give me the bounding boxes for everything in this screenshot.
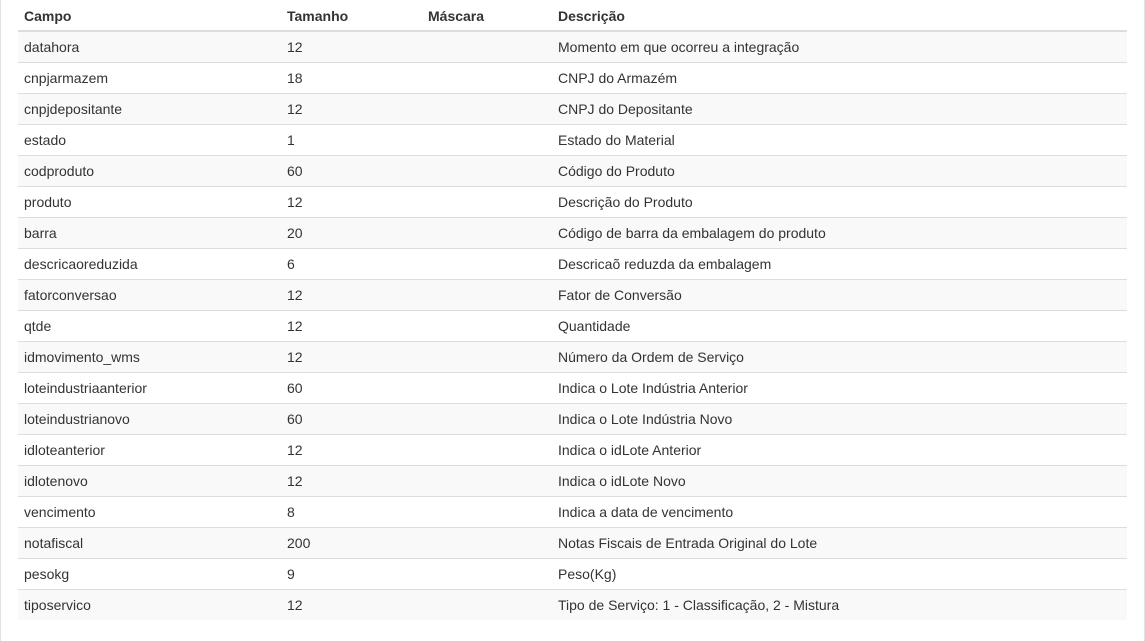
table-row [18,155,1127,186]
cell-tamanho: 12 [281,186,422,217]
cell-campo: produto [18,186,281,217]
cell-tamanho: 60 [281,372,422,403]
field-spec-table [18,1,1127,620]
table-row [18,93,1127,124]
cell-tamanho: 12 [281,93,422,124]
cell-descricao: CNPJ do Armazém [552,62,1127,93]
table-row [18,496,1127,527]
cell-mascara [422,403,552,434]
cell-campo: descricaoreduzida [18,248,281,279]
cell-campo: barra [18,217,281,248]
cell-tamanho: 20 [281,217,422,248]
cell-mascara [422,372,552,403]
table-row [18,558,1127,589]
table-row [18,465,1127,496]
cell-tamanho: 6 [281,248,422,279]
cell-descricao: Indica o idLote Anterior [552,434,1127,465]
cell-tamanho: 12 [281,341,422,372]
cell-campo: loteindustrianovo [18,403,281,434]
cell-campo: loteindustriaanterior [18,372,281,403]
cell-descricao: Indica o idLote Novo [552,465,1127,496]
cell-tamanho: 8 [281,496,422,527]
cell-mascara [422,434,552,465]
table-row [18,62,1127,93]
cell-descricao: Descrição do Produto [552,186,1127,217]
table-row [18,31,1127,62]
cell-descricao: Quantidade [552,310,1127,341]
cell-descricao: Indica o Lote Indústria Anterior [552,372,1127,403]
cell-descricao: Indica o Lote Indústria Novo [552,403,1127,434]
cell-campo: datahora [18,31,281,62]
table-row [18,186,1127,217]
cell-descricao: Código do Produto [552,155,1127,186]
cell-descricao: Indica a data de vencimento [552,496,1127,527]
cell-campo: estado [18,124,281,155]
header-campo: Campo [18,1,281,31]
cell-campo: idmovimento_wms [18,341,281,372]
cell-descricao: Momento em que ocorreu a integração [552,31,1127,62]
cell-campo: idloteanterior [18,434,281,465]
header-mascara: Máscara [422,1,552,31]
table-row [18,341,1127,372]
cell-mascara [422,279,552,310]
cell-tamanho: 12 [281,310,422,341]
cell-campo: idlotenovo [18,465,281,496]
cell-mascara [422,527,552,558]
table-row [18,589,1127,620]
cell-mascara [422,93,552,124]
table-row [18,248,1127,279]
cell-campo: vencimento [18,496,281,527]
header-descricao: Descrição [552,1,1127,31]
cell-campo: cnpjarmazem [18,62,281,93]
cell-tamanho: 12 [281,279,422,310]
cell-tamanho: 1 [281,124,422,155]
cell-tamanho: 200 [281,527,422,558]
cell-mascara [422,558,552,589]
cell-campo: pesokg [18,558,281,589]
cell-mascara [422,31,552,62]
cell-tamanho: 60 [281,155,422,186]
table-row [18,310,1127,341]
cell-campo: notafiscal [18,527,281,558]
table-header [18,1,1127,31]
table-row [18,403,1127,434]
cell-descricao: Número da Ordem de Serviço [552,341,1127,372]
cell-descricao: Notas Fiscais de Entrada Original do Lote [552,527,1127,558]
cell-mascara [422,217,552,248]
cell-descricao: Estado do Material [552,124,1127,155]
table-row [18,372,1127,403]
cell-tamanho: 9 [281,558,422,589]
cell-mascara [422,186,552,217]
cell-mascara [422,124,552,155]
cell-mascara [422,155,552,186]
cell-mascara [422,465,552,496]
cell-descricao: Fator de Conversão [552,279,1127,310]
cell-tamanho: 18 [281,62,422,93]
cell-descricao: Descricaõ reduzda da embalagem [552,248,1127,279]
cell-mascara [422,496,552,527]
header-row [18,1,1127,31]
cell-mascara [422,341,552,372]
cell-mascara [422,62,552,93]
cell-descricao: Código de barra da embalagem do produto [552,217,1127,248]
cell-tamanho: 12 [281,465,422,496]
table-row [18,434,1127,465]
cell-descricao: Peso(Kg) [552,558,1127,589]
cell-mascara [422,248,552,279]
cell-mascara [422,589,552,620]
cell-mascara [422,310,552,341]
cell-tamanho: 60 [281,403,422,434]
cell-campo: cnpjdepositante [18,93,281,124]
table-row [18,527,1127,558]
cell-tamanho: 12 [281,434,422,465]
cell-tamanho: 12 [281,589,422,620]
table-row [18,124,1127,155]
table-row [18,217,1127,248]
cell-descricao: Tipo de Serviço: 1 - Classificação, 2 - Mistura [552,589,1127,620]
cell-descricao: CNPJ do Depositante [552,93,1127,124]
cell-campo: fatorconversao [18,279,281,310]
header-tamanho: Tamanho [281,1,422,31]
table-body [18,31,1127,620]
cell-tamanho: 12 [281,31,422,62]
cell-campo: tiposervico [18,589,281,620]
cell-campo: codproduto [18,155,281,186]
table-row [18,279,1127,310]
cell-campo: qtde [18,310,281,341]
